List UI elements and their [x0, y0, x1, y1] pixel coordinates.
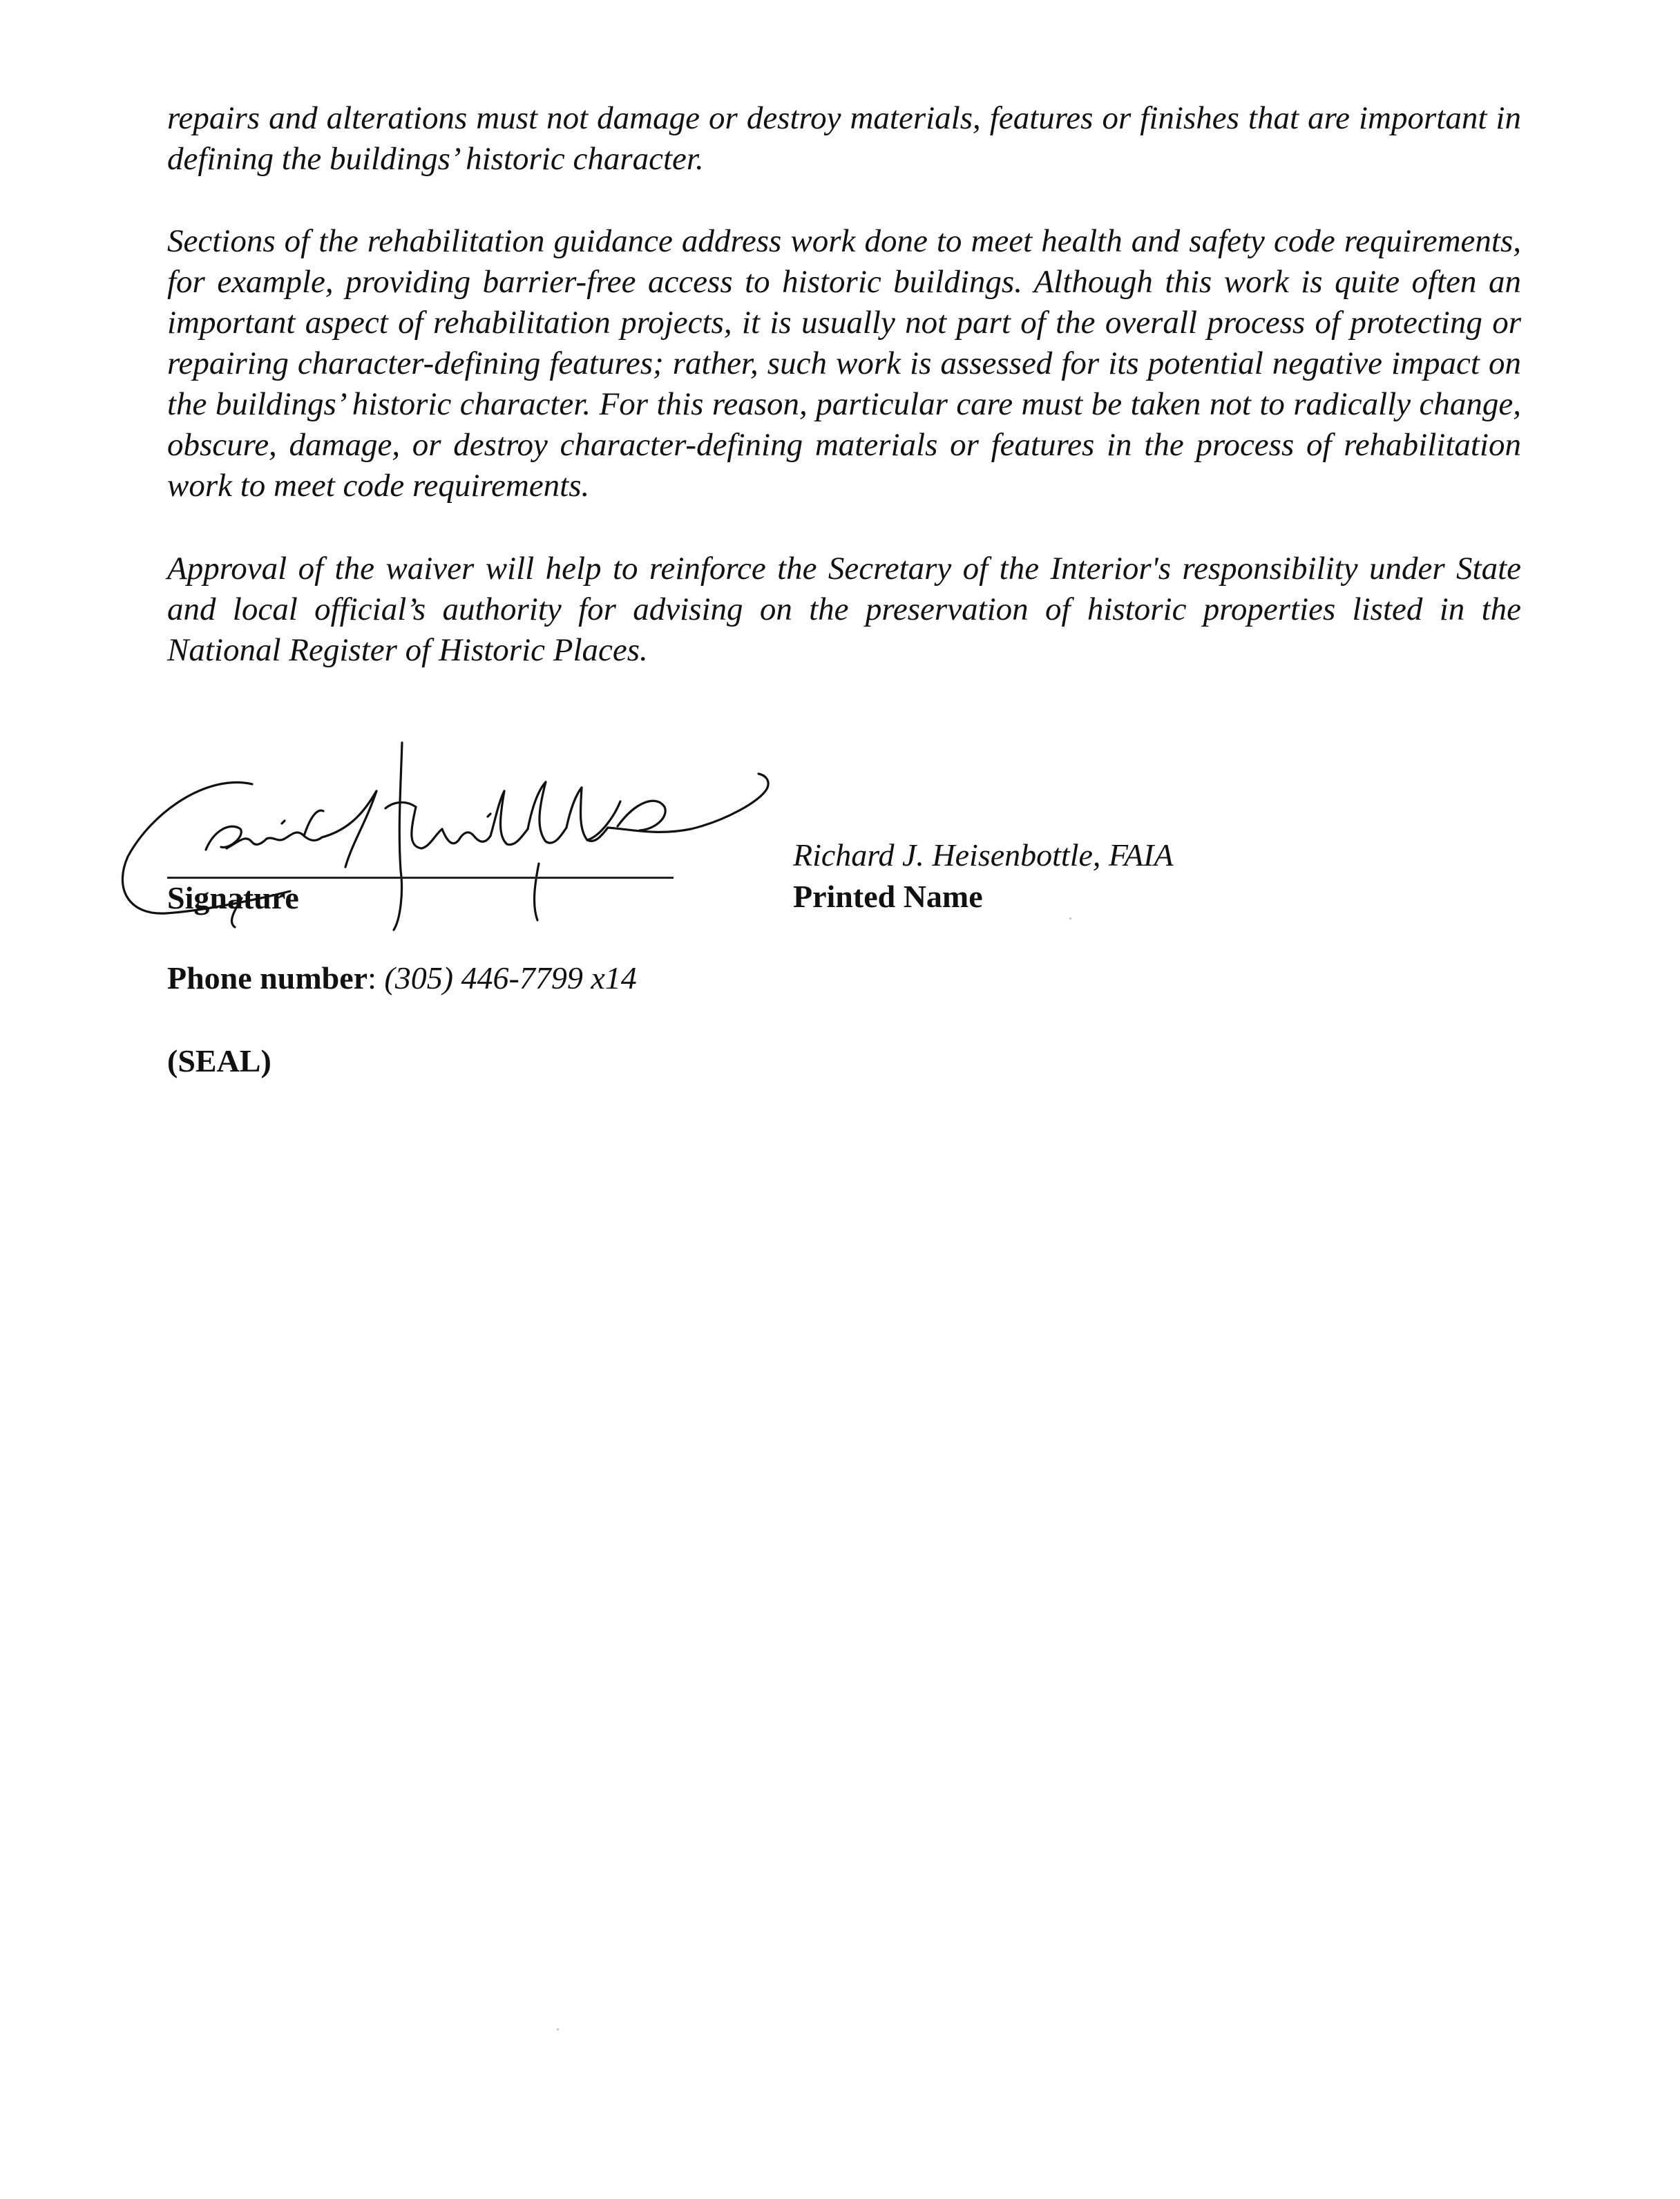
scan-speck: [1069, 917, 1071, 920]
body-paragraph-1: repairs and alterations must not damage or destroy materials, features or finishes that are important in defining the buildings’ historic character.: [167, 100, 1521, 177]
phone-colon: :: [368, 960, 376, 996]
phone-label: Phone number: [167, 960, 368, 996]
body-paragraph-2: Sections of the rehabilitation guidance address work done to meet health and safety code requirements, for example, providing barrier-free access to historic buildings. Although this work is quite often an important aspect of rehabilitation projects, it is usually not part of the overall process of protecting or repairing character-defining features; rather, such work is assessed for its potential negative impact on the buildings’ historic character. For this reason, particular care must be taken not to radically change, obscure, damage, or destroy character-defining materials or features in the process of rehabilitation work to meet code requirements.: [167, 223, 1521, 504]
printed-name-label: Printed Name: [793, 879, 983, 914]
body-paragraph-3: Approval of the waiver will help to reinforce the Secretary of the Interior's responsibility under State and local official’s authority for advising on the preservation of historic properties listed in the National Register of Historic Places.: [167, 551, 1521, 668]
phone-number-value: (305) 446-7799 x14: [384, 960, 637, 996]
phone-row: [167, 959, 637, 998]
printed-name-value: Richard J. Heisenbottle, FAIA: [793, 837, 1174, 873]
scan-speck: [557, 2028, 559, 2030]
seal-label: (SEAL): [167, 1043, 271, 1078]
signature-label: Signature: [167, 880, 299, 915]
